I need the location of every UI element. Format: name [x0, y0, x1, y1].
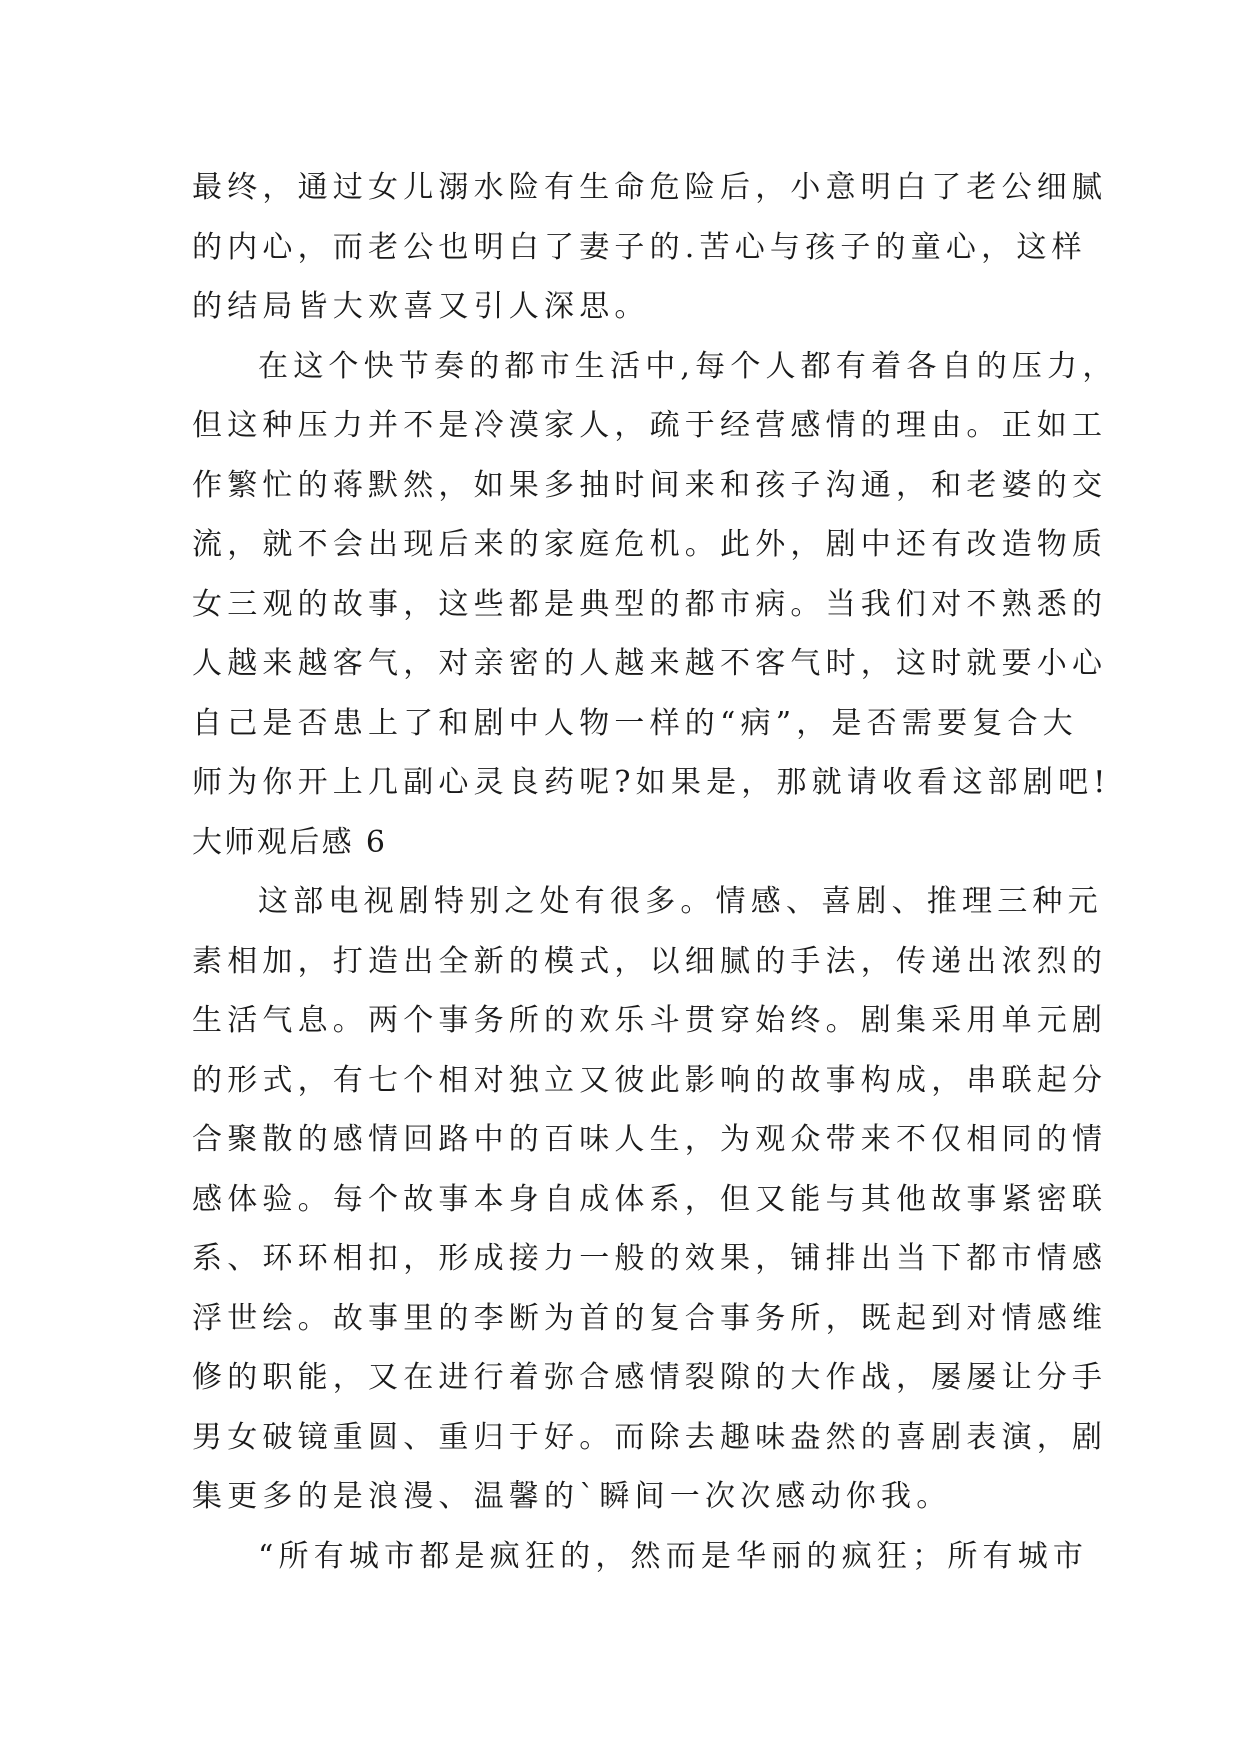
- text-line: 流，就不会出现后来的家庭危机。此外，剧中还有改造物质: [192, 527, 1108, 562]
- text-line: 的内心，而老公也明白了妻子的.苦心与孩子的童心，这样: [192, 229, 1087, 265]
- section-heading: 大师观后感 6: [192, 824, 388, 860]
- text-line: 浮世绘。故事里的李断为首的复合事务所，既起到对情感维: [192, 1300, 1108, 1336]
- text-line: 系、环环相扣，形成接力一般的效果，铺排出当下都市情感: [192, 1241, 1108, 1276]
- text-line: 但这种压力并不是冷漠家人，疏于经营感情的理由。正如工: [192, 408, 1108, 443]
- paragraph-start-line: 在这个快节奏的都市生活中,每个人都有着各自的压力，: [258, 348, 1118, 384]
- text-line: 作繁忙的蒋默然，如果多抽时间来和孩子沟通，和老婆的交: [192, 467, 1108, 503]
- text-line: 感体验。每个故事本身自成体系，但又能与其他故事紧密联: [192, 1181, 1108, 1217]
- text-line: 女三观的故事，这些都是典型的都市病。当我们对不熟悉的: [192, 586, 1108, 622]
- text-line: 素相加，打造出全新的模式，以细腻的手法，传递出浓烈的: [192, 943, 1108, 979]
- text-line: 最终，通过女儿溺水险有生命危险后，小意明白了老公细腻: [192, 170, 1108, 205]
- text-line: 自己是否患上了和剧中人物一样的“病”，是否需要复合大: [192, 705, 1078, 741]
- text-line: 男女破镜重圆、重归于好。而除去趣味盎然的喜剧表演，剧: [192, 1419, 1108, 1455]
- text-line: 师为你开上几副心灵良药呢?如果是，那就请收看这部剧吧!: [192, 765, 1111, 800]
- text-line: 生活气息。两个事务所的欢乐斗贯穿始终。剧集采用单元剧: [192, 1003, 1108, 1038]
- text-line: 人越来越客气，对亲密的人越来越不客气时，这时就要小心: [192, 646, 1108, 681]
- text-line: 合聚散的感情回路中的百味人生，为观众带来不仅相同的情: [192, 1122, 1108, 1157]
- text-line: 修的职能，又在进行着弥合感情裂隙的大作战，屡屡让分手: [192, 1360, 1108, 1395]
- document-body: [192, 158, 1118, 1586]
- paragraph-start-line: “所有城市都是疯狂的，然而是华丽的疯狂；所有城市: [258, 1538, 1089, 1574]
- paragraph-start-line: 这部电视剧特别之处有很多。情感、喜剧、推理三种元: [258, 884, 1103, 919]
- text-line: 集更多的是浪漫、温馨的`瞬间一次次感动你我。: [192, 1479, 952, 1514]
- text-line: 的形式，有七个相对独立又彼此影响的故事构成，串联起分: [192, 1062, 1108, 1098]
- text-line: 的结局皆大欢喜又引人深思。: [192, 289, 650, 324]
